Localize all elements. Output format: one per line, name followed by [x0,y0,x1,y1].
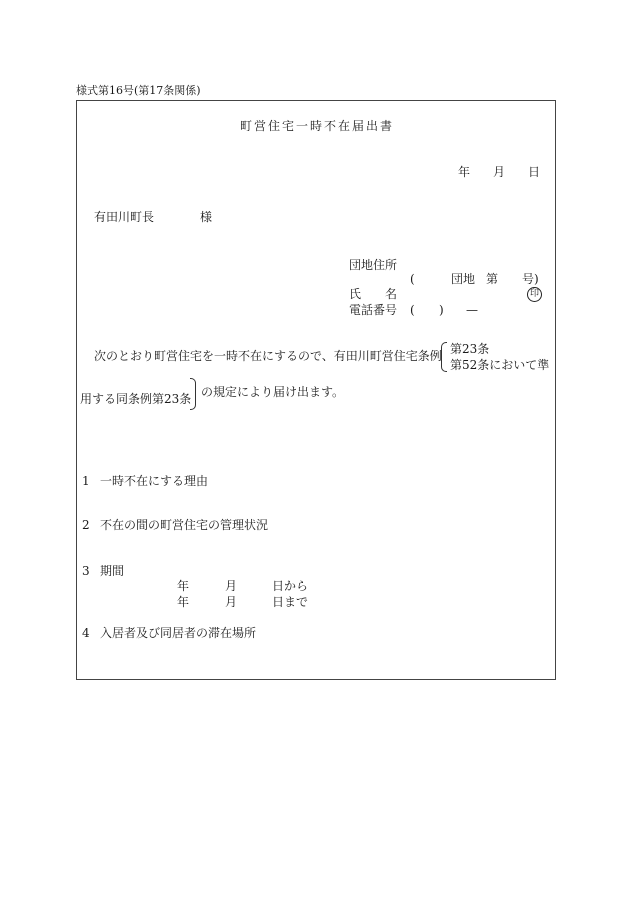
option-article-52: 第52条において準 [450,358,550,372]
phone-label: 電話番号 [349,303,398,317]
period-from-month: 月 [225,579,238,593]
seal-mark: 印 [527,287,542,302]
form-title: 町営住宅一時不在届出書 [240,119,395,133]
period-to-month: 月 [225,595,238,609]
period-to-year: 年 [177,595,190,609]
item-1-number: 1 [82,474,90,488]
addressee-honorific: 様 [200,210,213,224]
date-day-label: 日 [528,165,541,179]
date-year-label: 年 [458,165,471,179]
period-from-day: 日から [272,579,309,593]
phone-close-paren: ) [439,303,444,317]
address-dai: 第 [486,272,499,286]
item-2-number: 2 [82,518,90,532]
item-4-label: 入居者及び同居者の滞在場所 [100,626,257,640]
period-to-day: 日まで [272,595,309,609]
item-4-number: 4 [82,626,90,640]
name-label: 氏 名 [349,287,398,301]
body-line-2-end: の規定により届け出ます。 [201,385,345,399]
date-month-label: 月 [493,165,506,179]
address-label: 団地住所 [349,258,398,272]
option-brace-close [190,378,196,410]
period-from-year: 年 [177,579,190,593]
address-danchi: 団地 [451,272,476,286]
item-3-number: 3 [82,564,90,578]
address-go: 号) [522,272,539,286]
address-open-paren: ( [410,272,415,286]
body-line-1: 次のとおり町営住宅を一時不在にするので、有田川町営住宅条例 [94,349,442,363]
option-brace [441,342,447,372]
item-2-label: 不在の間の町営住宅の管理状況 [100,518,269,532]
item-3-label: 期間 [100,564,125,578]
body-line-2: 用する同条例第23条 [80,392,192,406]
phone-open-paren: ( [410,303,415,317]
item-1-label: 一時不在にする理由 [100,474,209,488]
addressee-name: 有田川町長 [94,210,155,224]
option-article-23: 第23条 [450,342,490,356]
phone-dash: — [466,303,478,317]
form-number: 様式第16号(第17条関係) [76,84,201,97]
